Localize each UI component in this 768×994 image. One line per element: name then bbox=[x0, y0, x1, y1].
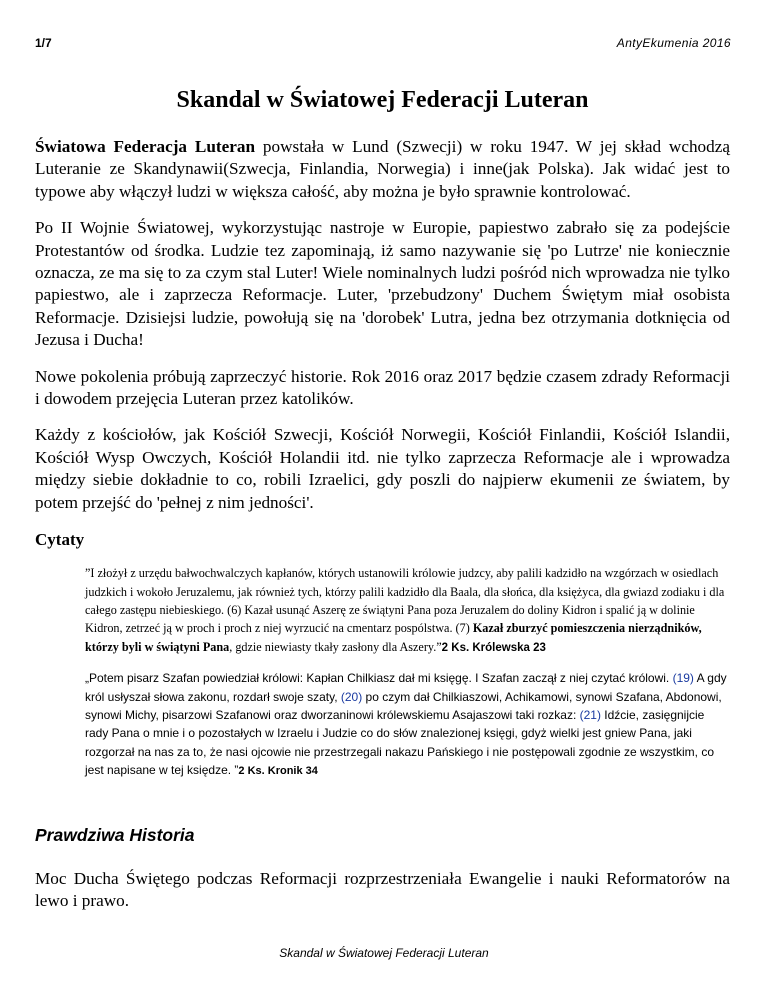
verse-number: (21) bbox=[579, 707, 601, 722]
quote-text: „Potem pisarz Szafan powiedział królowi: Kapłan Chilkiasz dał mi księgę. I Szafan zaczął z niej czytać królowi. bbox=[85, 671, 673, 686]
cytaty-heading: Cytaty bbox=[35, 530, 85, 550]
quote-chronicles-ref: 2 Ks. Kronik 34 bbox=[238, 765, 318, 778]
history-paragraph: Moc Ducha Świętego podczas Reformacji rozprzestrzeniała Ewangelie i nauki Reformatorów na lewo i prawo. bbox=[35, 868, 730, 910]
quote-chronicles bbox=[85, 669, 730, 780]
intro-bold: Światowa Federacja Luteran bbox=[35, 137, 256, 156]
intro-rest: powstała w Lund (Szwecji) w roku 1947. W jej skład wchodzą Luteranie ze Skandynawii(Szwecja, Finlandia, Norwegia) i inne(jak Polska). Jak widać jest to typowe aby włączył ludzi w większa całość, aby można je było sprawnie kontrolować. bbox=[35, 137, 730, 201]
paragraph: Każdy z kościołów, jak Kościół Szwecji, Kościół Norwegii, Kościół Finlandii, Kościół Islandii, Kościół Wysp Owczych, Kościół Holandii itd. nie tylko zaprzecza Reformacje ale i wprowadza między siebie dokładnie to co, robili Izraelici, gdy poszli do najpierw ekumenii ze światem, by potem przejść do 'pełnej z nim jedności'. bbox=[35, 425, 730, 512]
history-heading: Prawdziwa Historia bbox=[35, 824, 195, 845]
quote-kings-ref: 2 Ks. Królewska 23 bbox=[441, 641, 546, 654]
page-footer: Skandal w Światowej Federacji Luteran bbox=[279, 946, 489, 960]
verse-number: (19) bbox=[672, 671, 694, 686]
page-title: Skandal w Światowej Federacji Luteran bbox=[176, 87, 589, 113]
quote-kings bbox=[85, 564, 730, 657]
quote-text: Idźcie, zasięgnijcie rady Pana o mnie i o pozostałych w Izraelu i Judzie co do słów znalezionej księgi, gdyż wielki jest gniew Pana, jaki rozgorzał na nas za to, że nasi ojcowie nie przestrzegali nakazu Pańskiego i nie postępowali zgodnie ze wszystkim, co jest napisane w tej księdze. ” bbox=[85, 707, 714, 778]
verse-number: (20) bbox=[340, 689, 363, 704]
header-label: AntyEkumenia 2016 bbox=[616, 36, 731, 50]
quote-kings-bold: Kazał zburzyć pomieszczenia nierządników, którzy byli w świątyni Pana bbox=[85, 621, 702, 654]
page-number: 1/7 bbox=[35, 36, 52, 50]
quote-text: po czym dał Chilkiaszowi, Achikamowi, synowi Szafana, Abdonowi, synowi Michy, pisarzowi Szafanowi oraz dworzaninowi królewskiemu Asajaszowi taki rozkaz: bbox=[85, 689, 722, 722]
quote-text: A gdy król usłyszał słowa zakonu, rozdarł swoje szaty, bbox=[85, 671, 727, 704]
document-body bbox=[35, 87, 730, 926]
quote-kings-text: ”I złożył z urzędu bałwochwalczych kapłanów, których ustanowili królowie judzcy, aby palili kadzidło na wzgórzach w osiedlach judzkich i wokoło Jeruzalemu, jak również tych, którzy palili kadzidło dla Baala, dla słońca, dla księżyca, dla gwiazd zodiaku i dla całego zastępu niebieskiego. (6) Kazał usunąć Aszerę ze świątyni Pana poza Jeruzalem do doliny Kidron i spalić ją w dolinie Kidron, zetrzeć ją w proch i proch z niej wyrzucić na cmentarz pospólstwa. (7) bbox=[85, 566, 725, 636]
paragraph: Po II Wojnie Światowej, wykorzystując nastroje w Europie, papiestwo zabrało się za podejście Protestantów od środka. Ludzie tez zapominają, iż samo nazywanie się 'po Lutrze' nie koniecznie oznacza, ze ma się to za czym stal Luter! Wiele nominalnych ludzi pośród nich wprowadza nie tylko papiestwo, ale i zaprzecza Reformacje. Luter, 'przebudzony' Duchem Świętym miał osobista Reformacje. Dzisiejsi ludzie, powołują się na 'dorobek' Lutra, jedna bez otrzymania dotknięcia od Jezusa i Ducha! bbox=[35, 218, 730, 350]
paragraph: Nowe pokolenia próbują zaprzeczyć historie. Rok 2016 oraz 2017 będzie czasem zdrady Reformacji i dowodem przejęcia Luteran przez katolików. bbox=[35, 366, 730, 409]
intro-paragraph bbox=[35, 136, 730, 203]
quote-kings-end: , gdzie niewiasty tkały zasłony dla Aszery.” bbox=[229, 639, 442, 654]
